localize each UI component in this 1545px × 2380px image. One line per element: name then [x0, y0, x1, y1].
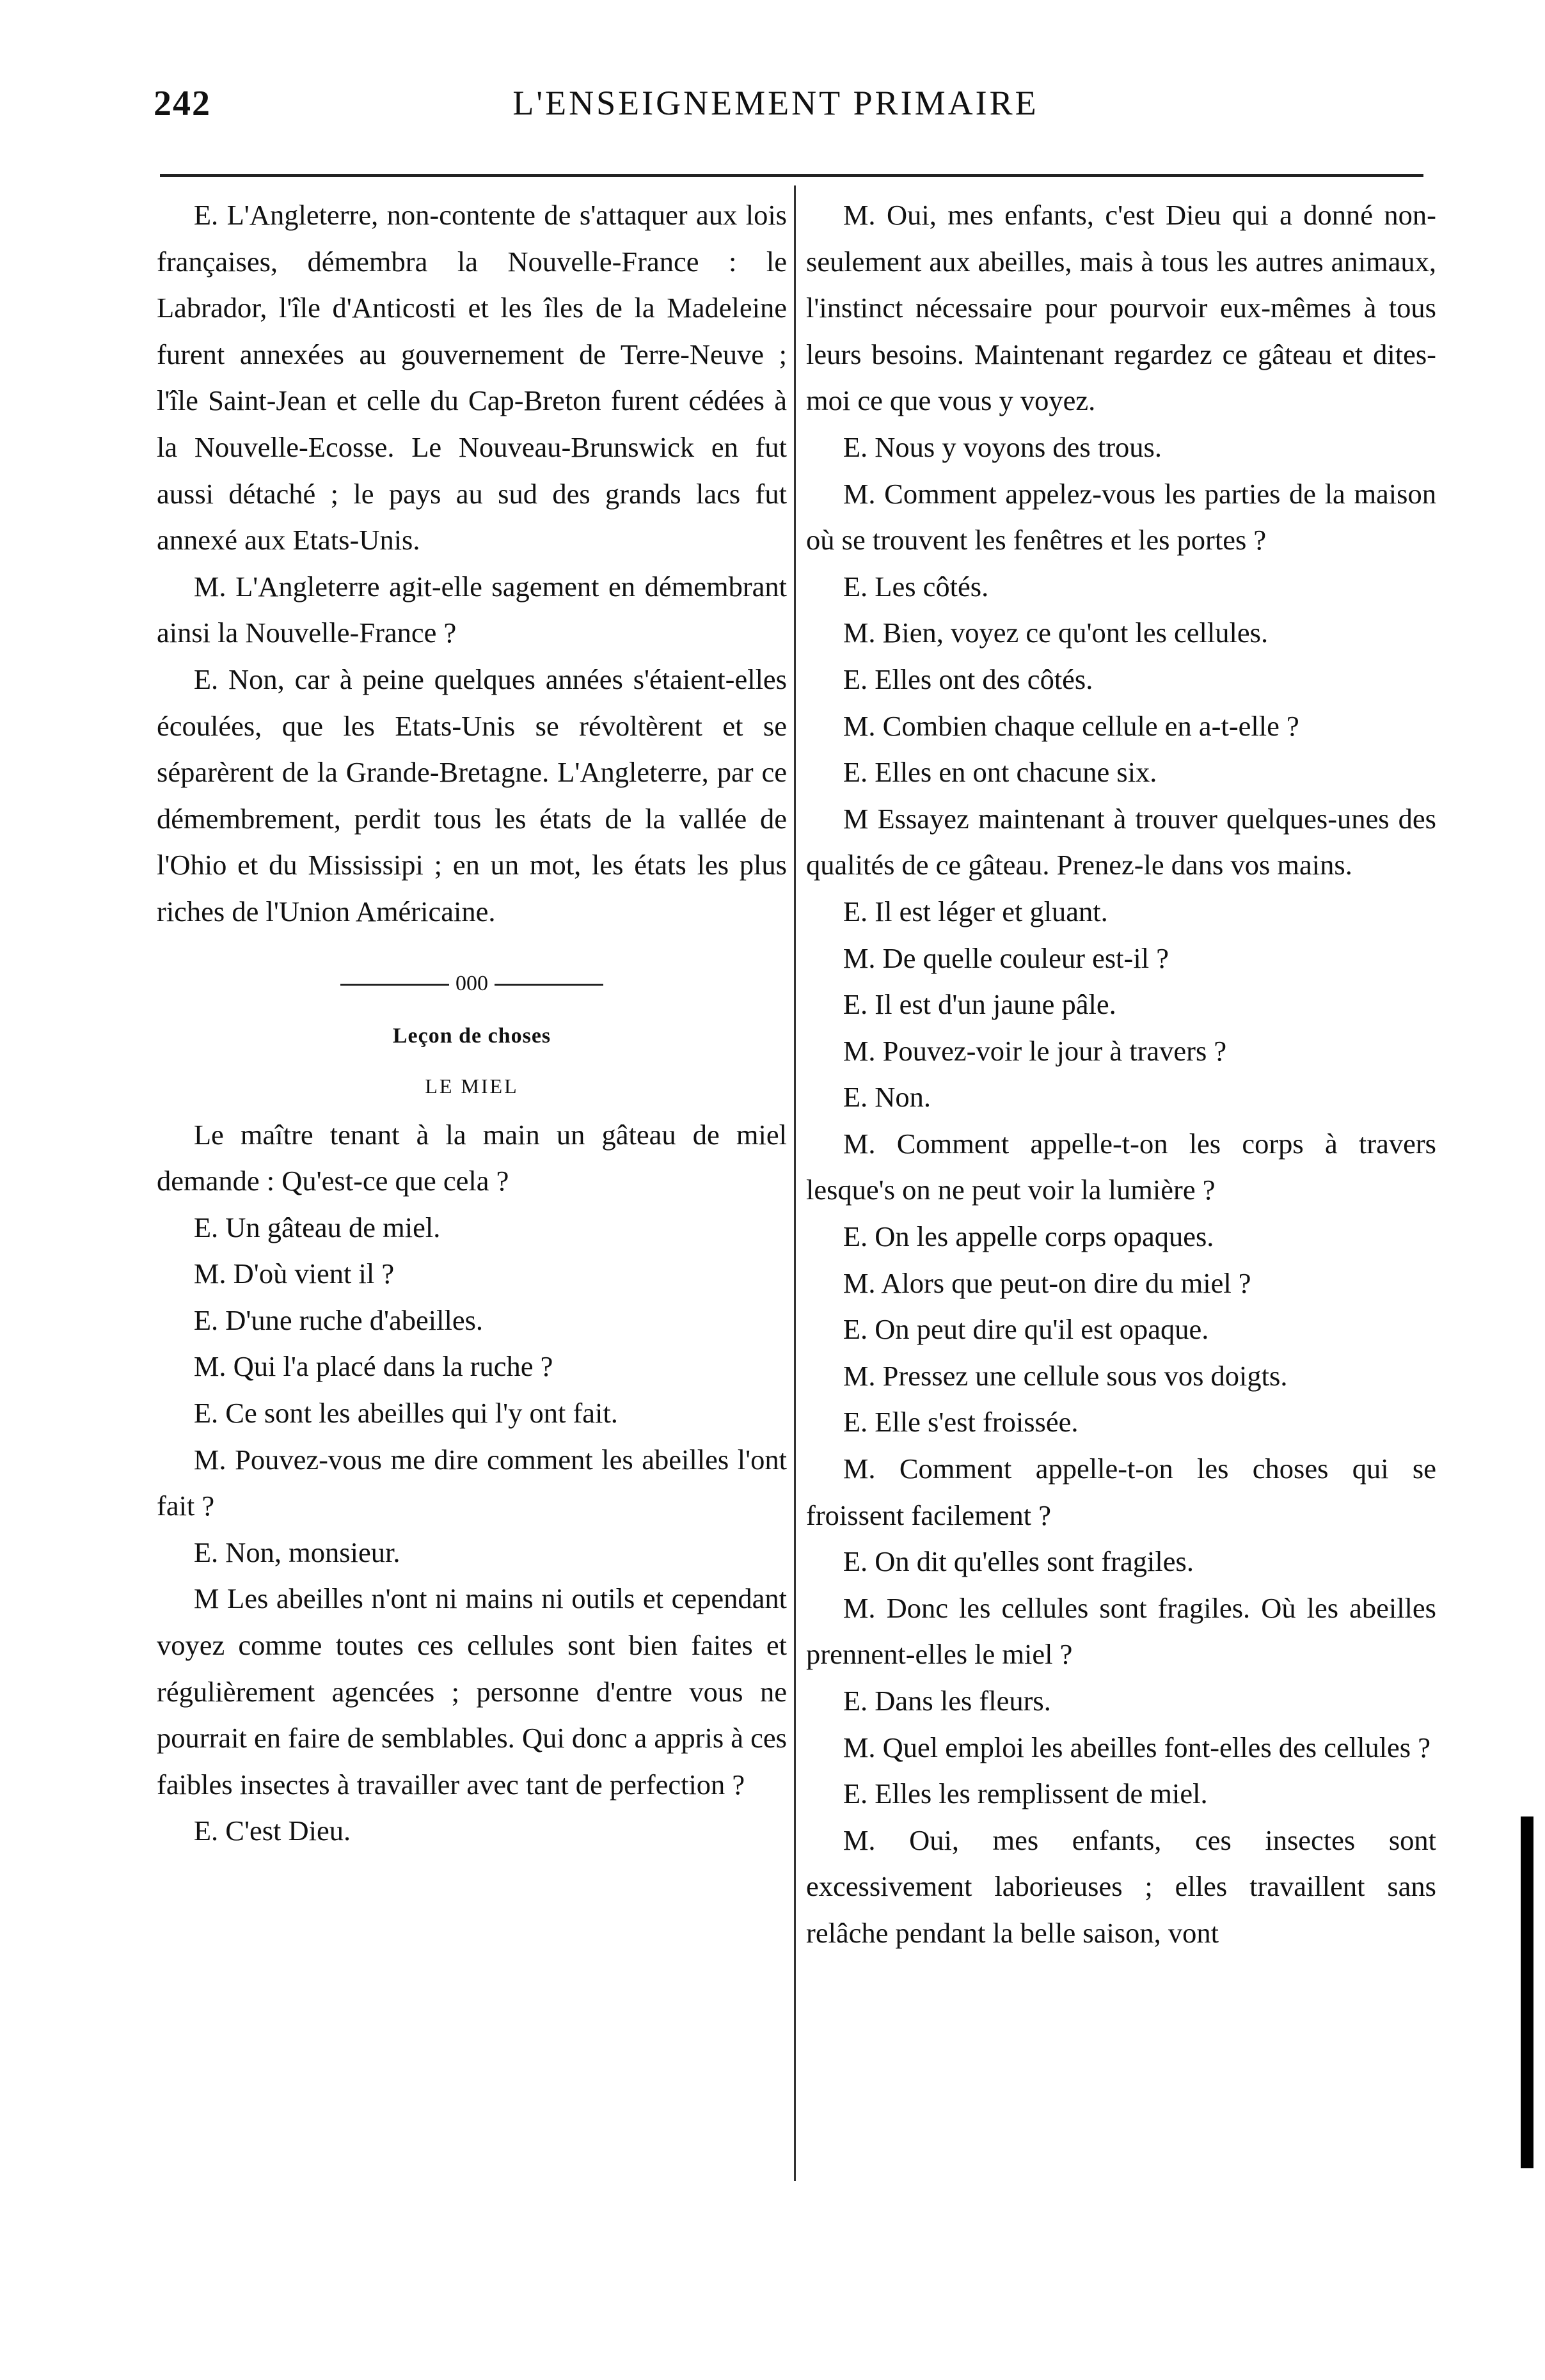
paragraph: M. L'Angleterre agit-elle sagement en démembrant ainsi la Nouvelle-France ?: [157, 570, 787, 649]
section-title: Leçon de choses: [392, 1023, 551, 1048]
dialogue-line: E. Non.: [843, 1081, 931, 1114]
dialogue-line: M. Quel emploi les abeilles font-elles des cellules ?: [843, 1731, 1431, 1763]
left-column: [157, 192, 787, 1854]
dialogue-line: M. Oui, mes enfants, ces insectes sont excessivement laborieuses ; elles travaillent sans relâche pendant la belle saison, vont: [806, 1824, 1436, 1949]
dialogue-line: E. Les côtés.: [843, 570, 989, 603]
header-rule: [160, 174, 1423, 177]
dialogue-line: M. Comment appelle-t-on les choses qui se froissent facilement ?: [806, 1453, 1436, 1531]
dialogue-line: E. D'une ruche d'abeilles.: [193, 1304, 484, 1336]
dialogue-line: E. Elles ont des côtés.: [843, 663, 1093, 695]
dialogue-line: M. Alors que peut-on dire du miel ?: [843, 1266, 1251, 1299]
separator-line: [495, 984, 603, 986]
page-number: 242: [154, 84, 211, 123]
paragraph: E. L'Angleterre, non-contente de s'attaquer aux lois françaises, démembra la Nouvelle-France : le Labrador, l'île d'Anticosti et les îles de la Madeleine furent annexées au gouvernement de Terre-Neuve ; l'île Saint-Jean et celle du Cap-Breton furent cédées à la Nouvelle-Ecosse. Le Nouveau-Brunswick en fut aussi détaché ; le pays au sud des grands lacs fut annexé aux Etats-Unis.: [157, 199, 787, 556]
dialogue-line: E. Elles en ont chacune six.: [843, 756, 1157, 789]
dialogue-line: M. Comment appelez-vous les parties de la maison où se trouvent les fenêtres et les portes ?: [806, 477, 1436, 556]
dialogue-line: E. C'est Dieu.: [193, 1815, 351, 1847]
page-header: [154, 83, 1398, 147]
separator-line: [340, 984, 449, 986]
dialogue-line: M. Bien, voyez ce qu'ont les cellules.: [843, 617, 1269, 649]
dialogue-line: M Essayez maintenant à trouver quelques-unes des qualités de ce gâteau. Prenez-le dans vos mains.: [806, 802, 1436, 881]
margin-scan-mark: [1521, 1817, 1533, 2168]
paragraph: E. Non, car à peine quelques années s'étaient-elles écoulées, que les Etats-Unis se révoltèrent et se séparèrent de la Grande-Bretagne. L'Angleterre, par ce démembrement, perdit tous les états de la vallée de l'Ohio et du Mississipi ; en un mot, les états les plus riches de l'Union Américaine.: [157, 663, 787, 927]
dialogue-line: M. De quelle couleur est-il ?: [843, 942, 1169, 974]
dialogue-line: M. Donc les cellules sont fragiles. Où les abeilles prennent-elles le miel ?: [806, 1591, 1436, 1671]
dialogue-line: E. Non, monsieur.: [193, 1536, 400, 1568]
subsection-title: LE MIEL: [425, 1074, 519, 1098]
dialogue-line: M. Pouvez-vous me dire comment les abeilles l'ont fait ?: [157, 1443, 787, 1522]
dialogue-line: E. Il est d'un jaune pâle.: [843, 988, 1116, 1021]
dialogue-line: M. Qui l'a placé dans la ruche ?: [193, 1350, 553, 1383]
dialogue-line: E. Dans les fleurs.: [843, 1685, 1051, 1717]
dialogue-line: E. Nous y voyons des trous.: [843, 430, 1162, 463]
separator-ornament: 000: [456, 971, 488, 995]
dialogue-line: E. Elles les remplissent de miel.: [843, 1777, 1208, 1810]
right-column: [806, 192, 1436, 1957]
dialogue-line: E. Elle s'est froissée.: [843, 1406, 1079, 1438]
dialogue-line: E. On dit qu'elles sont fragiles.: [843, 1545, 1194, 1578]
dialogue-line: M. Pouvez-voir le jour à travers ?: [843, 1034, 1227, 1067]
dialogue-line: E. Il est léger et gluant.: [843, 895, 1108, 927]
dialogue-line: M. Oui, mes enfants, c'est Dieu qui a donné non-seulement aux abeilles, mais à tous les autres animaux, l'instinct nécessaire pour pourvoir eux-mêmes à tous leurs besoins. Maintenant regardez ce gâteau et dites-moi ce que vous y voyez.: [806, 199, 1436, 417]
running-title: L'ENSEIGNEMENT PRIMAIRE: [512, 84, 1039, 122]
dialogue-line: M. Combien chaque cellule en a-t-elle ?: [843, 709, 1299, 742]
dialogue-line: M. Pressez une cellule sous vos doigts.: [843, 1359, 1288, 1392]
dialogue-line: E. On peut dire qu'il est opaque.: [843, 1313, 1209, 1346]
dialogue-line: E. On les appelle corps opaques.: [843, 1220, 1214, 1253]
dialogue-line: E. Un gâteau de miel.: [193, 1211, 441, 1243]
section-separator: [157, 965, 787, 1003]
dialogue-line: M. D'où vient il ?: [193, 1257, 395, 1290]
paragraph: Le maître tenant à la main un gâteau de miel demande : Qu'est-ce que cela ?: [157, 1118, 787, 1197]
dialogue-line: E. Ce sont les abeilles qui l'y ont fait.: [193, 1397, 618, 1430]
dialogue-line: M. Comment appelle-t-on les corps à travers lesque's on ne peut voir la lumière ?: [806, 1127, 1436, 1206]
dialogue-line: M Les abeilles n'ont ni mains ni outils et cependant voyez comme toutes ces cellules sont bien faites et régulièrement agencées ; personne d'entre vous ne pourrait en faire de semblables. Qui donc a appris à ces faibles insectes à travailler avec tant de perfection ?: [157, 1582, 787, 1801]
column-divider: [794, 185, 796, 2181]
